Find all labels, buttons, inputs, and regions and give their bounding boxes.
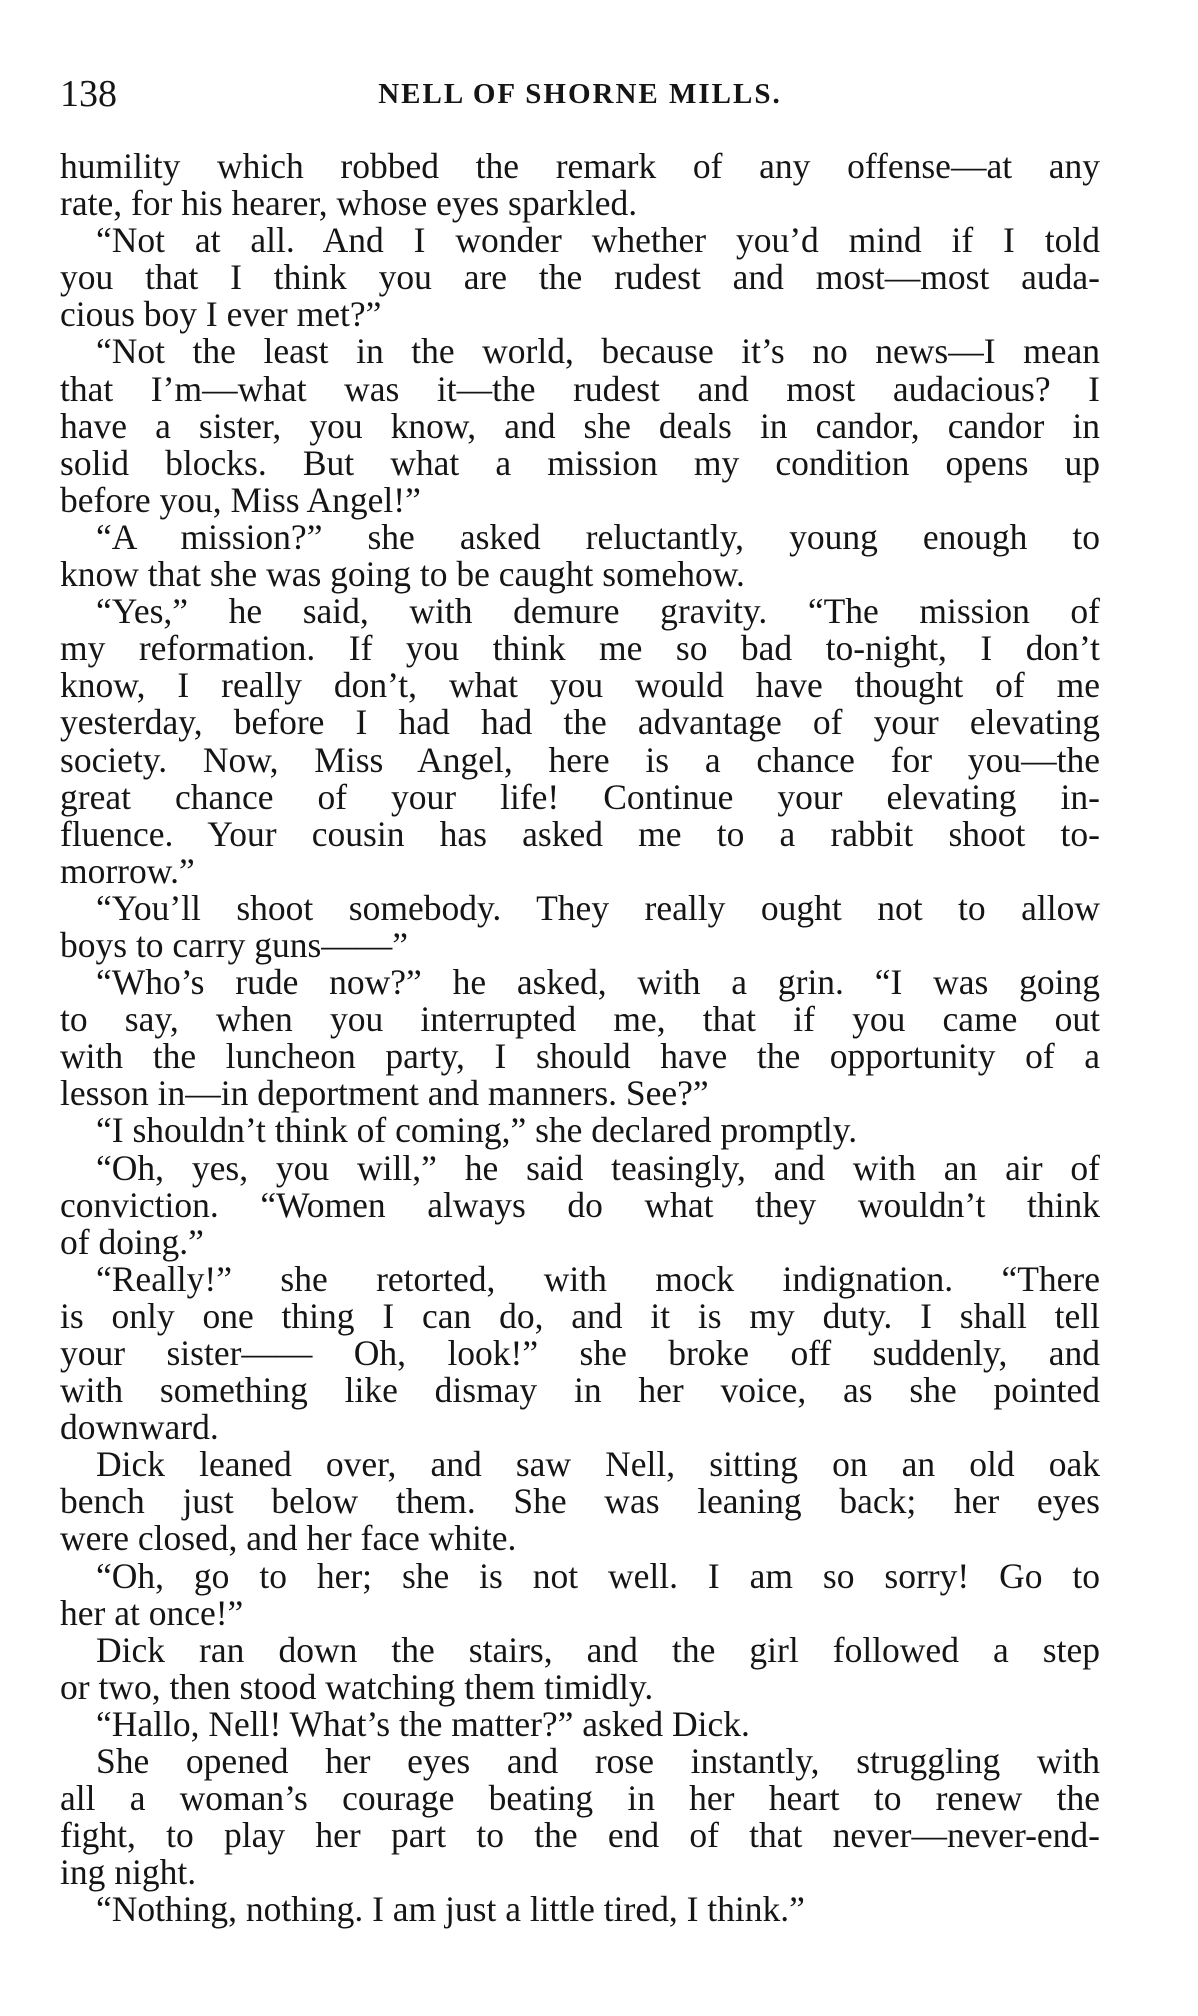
text-line: you that I think you are the rudest and most—most auda- [60,257,1100,298]
text-line: boys to carry guns——” [60,924,409,965]
text-line: her at once!” [60,1592,244,1633]
text-line: “Hallo, Nell! What’s the matter?” asked Dick. [96,1703,750,1744]
text-line: “A mission?” she asked reluctantly, young enough to [96,516,1100,557]
text-line: “Yes,” he said, with demure gravity. “The mission of [96,591,1100,632]
text-line: rate, for his hearer, whose eyes sparkled. [60,183,638,224]
text-line: with something like dismay in her voice, as she pointed [60,1370,1100,1411]
text-line: know, I really don’t, what you would have thought of me [60,665,1100,706]
text-line: bench just below them. She was leaning back; her eyes [60,1481,1100,1522]
text-line: fight, to play her part to the end of that never—never-end- [60,1815,1100,1856]
text-line: your sister—— Oh, look!” she broke off suddenly, and [60,1333,1100,1373]
text-line: or two, then stood watching them timidly. [60,1666,654,1707]
text-line: that I’m—what was it—the rudest and most audacious? I [60,368,1100,409]
text-line: “Oh, go to her; she is not well. I am so sorry! Go to [96,1555,1100,1596]
body-text [60,148,1100,1929]
text-line: is only one thing I can do, and it is my duty. I shall tell [60,1295,1100,1336]
page-header [60,68,1100,120]
text-line: Dick leaned over, and saw Nell, sitting on an old oak [96,1444,1100,1485]
text-line: Dick ran down the stairs, and the girl followed a step [96,1629,1100,1670]
text-line: downward. [60,1407,219,1448]
text-line: “Nothing, nothing. I am just a little tired, I think.” [96,1889,805,1930]
text-line: all a woman’s courage beating in her heart to renew the [60,1778,1100,1819]
text-line: to say, when you interrupted me, that if you came out [60,999,1100,1040]
text-line: humility which robbed the remark of any offense—at any [60,146,1100,186]
text-line: were closed, and her face white. [60,1518,517,1559]
text-line: “Who’s rude now?” he asked, with a grin. “I was going [96,962,1100,1003]
text-line: have a sister, you know, and she deals in candor, candor in [60,405,1100,446]
running-title: NELL OF SHORNE MILLS. [378,78,782,110]
text-line: before you, Miss Angel!” [60,479,421,520]
text-line: know that she was going to be caught somehow. [60,554,745,595]
text-line: “I shouldn’t think of coming,” she declared promptly. [96,1110,858,1151]
text-line: “Really!” she retorted, with mock indignation. “There [96,1258,1100,1299]
text-line: lesson in—in deportment and manners. See?” [60,1073,709,1114]
text-line: yesterday, before I had had the advantage of your elevating [60,702,1100,743]
text-line: conviction. “Women always do what they wouldn’t think [60,1184,1100,1225]
text-line: solid blocks. But what a mission my condition opens up [60,442,1100,483]
text-line: “Not the least in the world, because it’s no news—I mean [96,331,1100,372]
text-line: with the luncheon party, I should have the opportunity of a [60,1036,1100,1077]
text-line: “You’ll shoot somebody. They really ought not to allow [96,887,1100,928]
page-number: 138 [60,73,117,115]
text-line: ing night. [60,1852,197,1893]
text-line: fluence. Your cousin has asked me to a rabbit shoot to- [60,813,1100,854]
text-line: my reformation. If you think me so bad to-night, I don’t [60,628,1100,669]
text-line: society. Now, Miss Angel, here is a chance for you—the [60,739,1100,780]
text-line: of doing.” [60,1221,204,1262]
text-line: She opened her eyes and rose instantly, struggling with [96,1741,1100,1782]
text-line: morrow.” [60,850,195,891]
text-line: “Oh, yes, you will,” he said teasingly, and with an air of [96,1147,1100,1188]
text-line: great chance of your life! Continue your elevating in- [60,776,1100,817]
text-line: “Not at all. And I wonder whether you’d mind if I told [96,220,1100,261]
text-line: cious boy I ever met?” [60,294,382,335]
